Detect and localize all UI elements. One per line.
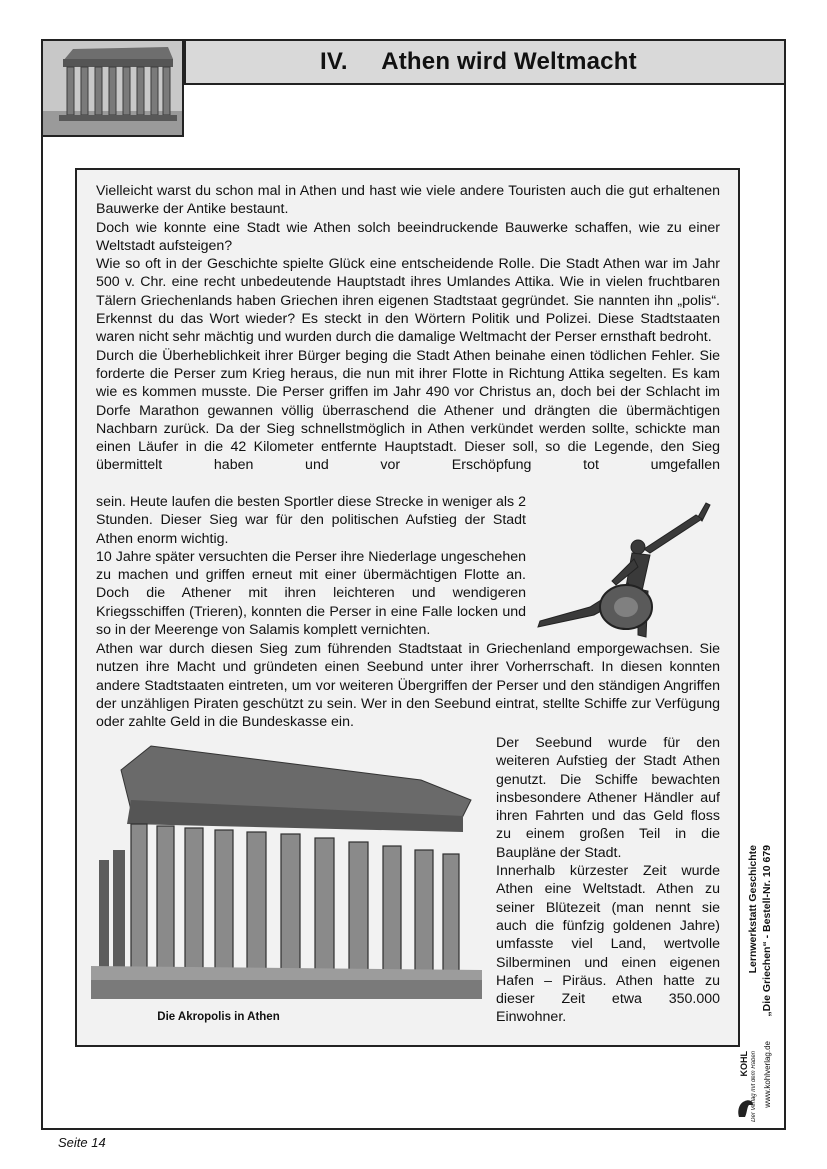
paragraph: Durch die Überheblichkeit ihrer Bürger beging die Stadt Athen beinahe einen tödlichen Fehler. Sie forderte die Perser zum Krieg heraus, die nun mit ihrer Flotte in Richtung Attika segelten. Es kam wie es kommen musste. Die Perser griffen im Jahr 490 vor Christus an, doch bei der Schlacht im Dorfe Marathon gewannen völlig überraschend die Athener und drängten die übermächtigen Nachbarn zurück. Da der Sieg schnellstmöglich in Athen verkündet werden sollte, schickte man einen Läufer in die 42 Kilometer entfernte Hauptstadt. Dieser soll, so die Legende, den Sieg übermittelt haben und vor Erschöpfung tot umgefallen: [96, 347, 720, 474]
publisher-url: www.kohlverlag.de: [763, 1041, 772, 1108]
order-number: „Die Griechen“ - Bestell-Nr. 10 679: [761, 845, 773, 1017]
series-title: Lernwerkstatt Geschichte: [747, 845, 759, 974]
paragraph: Der Seebund wurde für den weiteren Aufstieg der Stadt Athen genutzt. Die Schiffe bewachten insbesondere Athener Händler auf ihren Fahrten und das Geld floss zu einem großen Teil in die Baupläne der Stadt.: [496, 735, 720, 861]
acropolis-photo: [91, 740, 482, 999]
marathon-runner-figure: [530, 495, 720, 640]
publisher-tag: Der Verlag mit dem Raben: [751, 1051, 757, 1122]
page-title: IV. Athen wird Weltmacht: [320, 48, 637, 75]
publisher-name: KOHL: [739, 1051, 749, 1077]
paragraph: Innerhalb kürzester Zeit wurde Athen eine Weltstadt. Athen zu seiner Blütezeit (man nennt sie auch die fünfzig goldenen Jahre) umfasste viel Land, wertvolle Silberminen und einen eigenen Hafen – Piräus. Athen hatte zu dieser Zeit etwa 350.000 Einwohner.: [496, 863, 720, 1026]
paragraph: Wie so oft in der Geschichte spielte Glück eine entscheidende Rolle. Die Stadt Athen war im Jahr 500 v. Chr. eine recht unbedeutende Hauptstadt ihres Umlandes Attika. Wie in vielen fruchtbaren Tälern Griechenlands haben Griechen ihren eigenen Stadtstaat gegründet. Sie nannten ihn „polis“. Erkennst du das Wort wieder? Es steckt in den Wörtern Politik und Polizei. Diese Stadtstaaten waren nicht sehr mächtig und wurden durch die damalige Weltmacht der Perser ernsthaft bedroht.: [96, 256, 720, 346]
publisher-sidebar: [735, 845, 787, 1125]
text-low: [96, 640, 720, 731]
paragraph: sein. Heute laufen die besten Sportler diese Strecke in weniger als 2 Stunden. Dieser Sieg war für den politischen Aufstieg der Stadt Athen enorm wichtig.: [96, 494, 526, 547]
parthenon-thumbnail: [43, 41, 184, 137]
page-number: Seite 14: [58, 1135, 106, 1150]
paragraph: Vielleicht warst du schon mal in Athen und hast wie viele andere Touristen auch die gut erhaltenen Bauwerke der Antike bestaunt.: [96, 183, 720, 218]
paragraph: Athen war durch diesen Sieg zum führenden Stadtstaat in Griechenland emporgewachsen. Sie nutzen ihre Macht und gründeten einen Seebund unter ihrer Vorherrschaft. In diesen konnten andere Stadtstaaten eintreten, um vor weiteren Übergriffen der Perser und den ständigen Angriffen der unzähligen Piraten geschützt zu sein. Wer in den Seebund eintrat, stellte Schiffe zur Verfügung oder zahlte Geld in die Bundeskasse ein.: [96, 641, 720, 731]
paragraph: Doch wie konnte eine Stadt wie Athen solch beeindruckende Bauwerke schaffen, wie zu einer Weltstadt aufsteigen?: [96, 219, 720, 254]
paragraph: 10 Jahre später versuchten die Perser ihre Niederlage ungeschehen zu machen und griffen erneut mit einer übermächtigen Flotte an. Doch die Athener mit ihren leichteren und wendigeren Kriegsschiffen (Trieren), konnten die Perser in eine Falle locken und so in der Meerenge von Salamis komplett vernichten.: [96, 548, 526, 639]
raven-logo-icon: [735, 1093, 755, 1121]
text-right: [496, 734, 720, 1027]
figure-caption: Die Akropolis in Athen: [157, 1011, 280, 1023]
text-mid: [96, 493, 526, 639]
text-main: [96, 182, 720, 475]
